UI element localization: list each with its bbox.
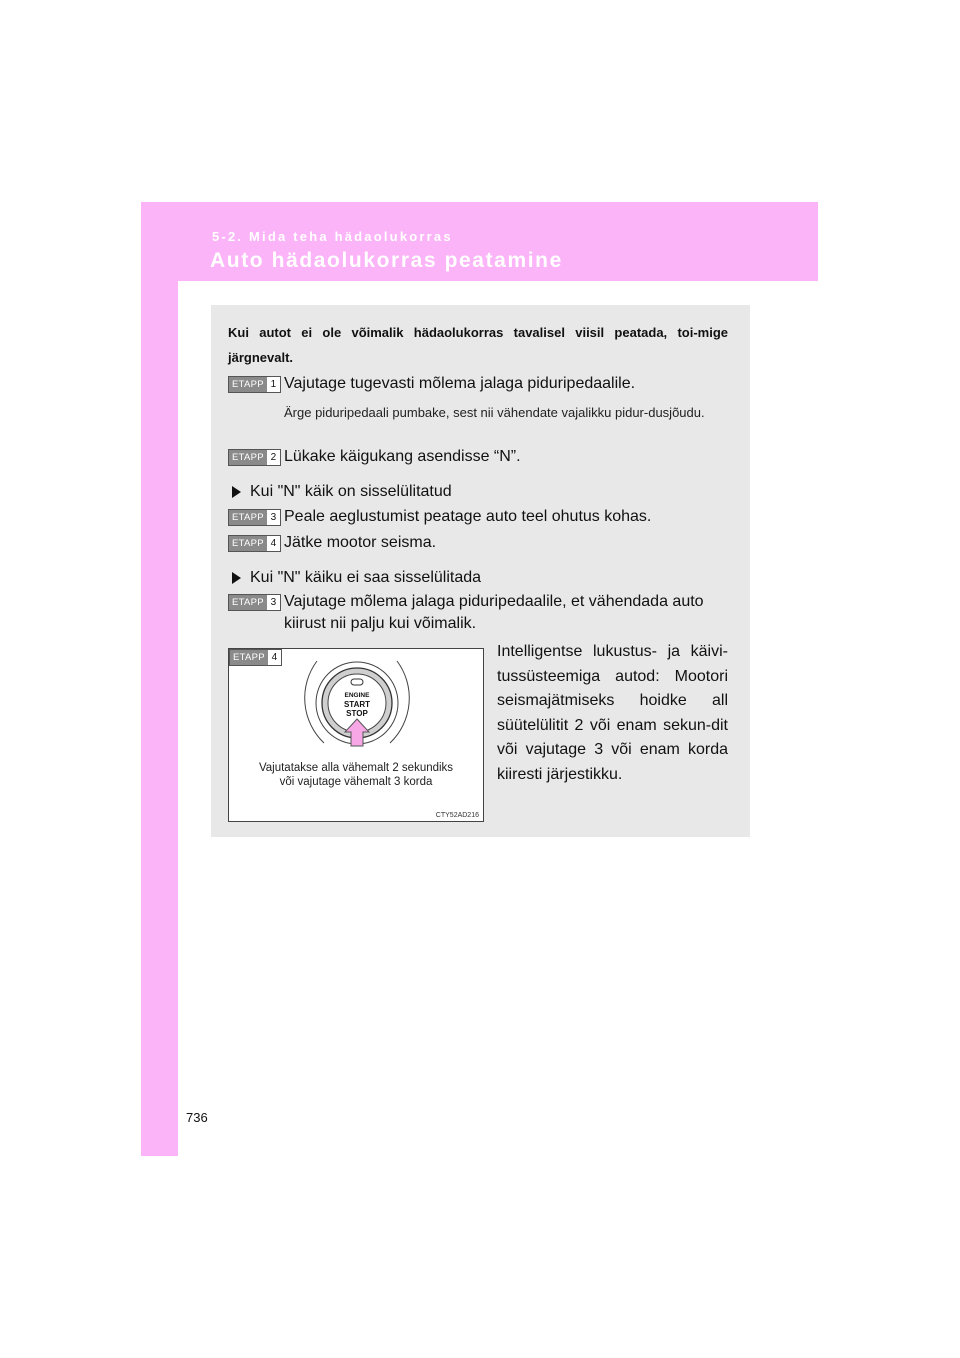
- engine-start-button-illustration: [229, 649, 483, 761]
- sidebar-strip: [141, 202, 178, 1156]
- step-1-text: Vajutage tugevasti mõlema jalaga piduripedaalile.: [284, 375, 636, 392]
- page-title: Auto hädaolukorras peatamine: [210, 249, 563, 272]
- button-text-stop: STOP: [346, 709, 368, 718]
- step-badge-number: 4: [268, 650, 281, 665]
- step-badge-3b: [228, 594, 281, 611]
- step-badge-number: 2: [267, 450, 280, 465]
- step-badge-number: 4: [267, 536, 280, 551]
- step-badge-label: ETAPP: [230, 650, 268, 665]
- step-badge-2: [228, 449, 281, 466]
- step-badge-number: 3: [267, 595, 280, 610]
- arrow-bullet-icon: [232, 572, 241, 584]
- button-text-start: START: [343, 700, 371, 709]
- figure-code: CTY52AD216: [435, 812, 479, 819]
- step-badge-number: 1: [267, 377, 280, 392]
- step-4b-text: Intelligentse lukustus- ja käivi-tussüsteemiga autod: Mootori seismajätmiseks hoidke all süütelülitit 2 või enam sekun-dit või vajutage 3 või enam korda kiiresti järjestikku.: [497, 643, 728, 783]
- case-a-heading: [228, 480, 452, 504]
- arrow-bullet-icon: [232, 486, 241, 498]
- step-badge-label: ETAPP: [229, 595, 267, 610]
- step-3b-text-line2: kiirust nii palju kui võimalik.: [284, 615, 477, 632]
- step-badge-label: ETAPP: [229, 450, 267, 465]
- step-badge-1: [228, 376, 281, 393]
- step-3b-text-line1: Vajutage mõlema jalaga piduripedaalile, et vähendada auto: [284, 593, 704, 610]
- step-badge-3a: [228, 509, 281, 526]
- intro-text: Kui autot ei ole võimalik hädaolukorras tavalisel viisil peatada, toi-mige järgnevalt.: [228, 325, 728, 365]
- figure-caption-line1: Vajutatakse alla vähemalt 2 sekundiks: [258, 762, 454, 774]
- figure-start-button: [228, 648, 484, 822]
- button-text-engine: ENGINE: [344, 692, 370, 699]
- step-badge-label: ETAPP: [229, 510, 267, 525]
- step-4a-text: Jätke mootor seisma.: [284, 534, 437, 551]
- step-3a-text: Peale aeglustumist peatage auto teel ohutus kohas.: [284, 508, 652, 525]
- step-1-note: Ärge piduripedaali pumbake, sest nii vähendate vajalikku pidur-dusjõudu.: [284, 405, 705, 420]
- step-badge-4a: [228, 535, 281, 552]
- step-badge-label: ETAPP: [229, 377, 267, 392]
- figure-caption-line2: või vajutage vähemalt 3 korda: [279, 776, 433, 788]
- page-number: 736: [186, 1110, 208, 1125]
- figure-caption: [229, 761, 483, 789]
- step-2-text: Lükake käigukang asendisse “N”.: [284, 448, 521, 465]
- section-label: 5-2. Mida teha hädaolukorras: [212, 229, 453, 244]
- case-b-heading-text: Kui "N" käiku ei saa sisselülitada: [250, 569, 482, 586]
- step-badge-label: ETAPP: [229, 536, 267, 551]
- case-b-heading: [228, 566, 481, 590]
- case-a-heading-text: Kui "N" käik on sisselülitatud: [250, 483, 452, 500]
- indicator-lamp-icon: [351, 679, 363, 685]
- step-badge-number: 3: [267, 510, 280, 525]
